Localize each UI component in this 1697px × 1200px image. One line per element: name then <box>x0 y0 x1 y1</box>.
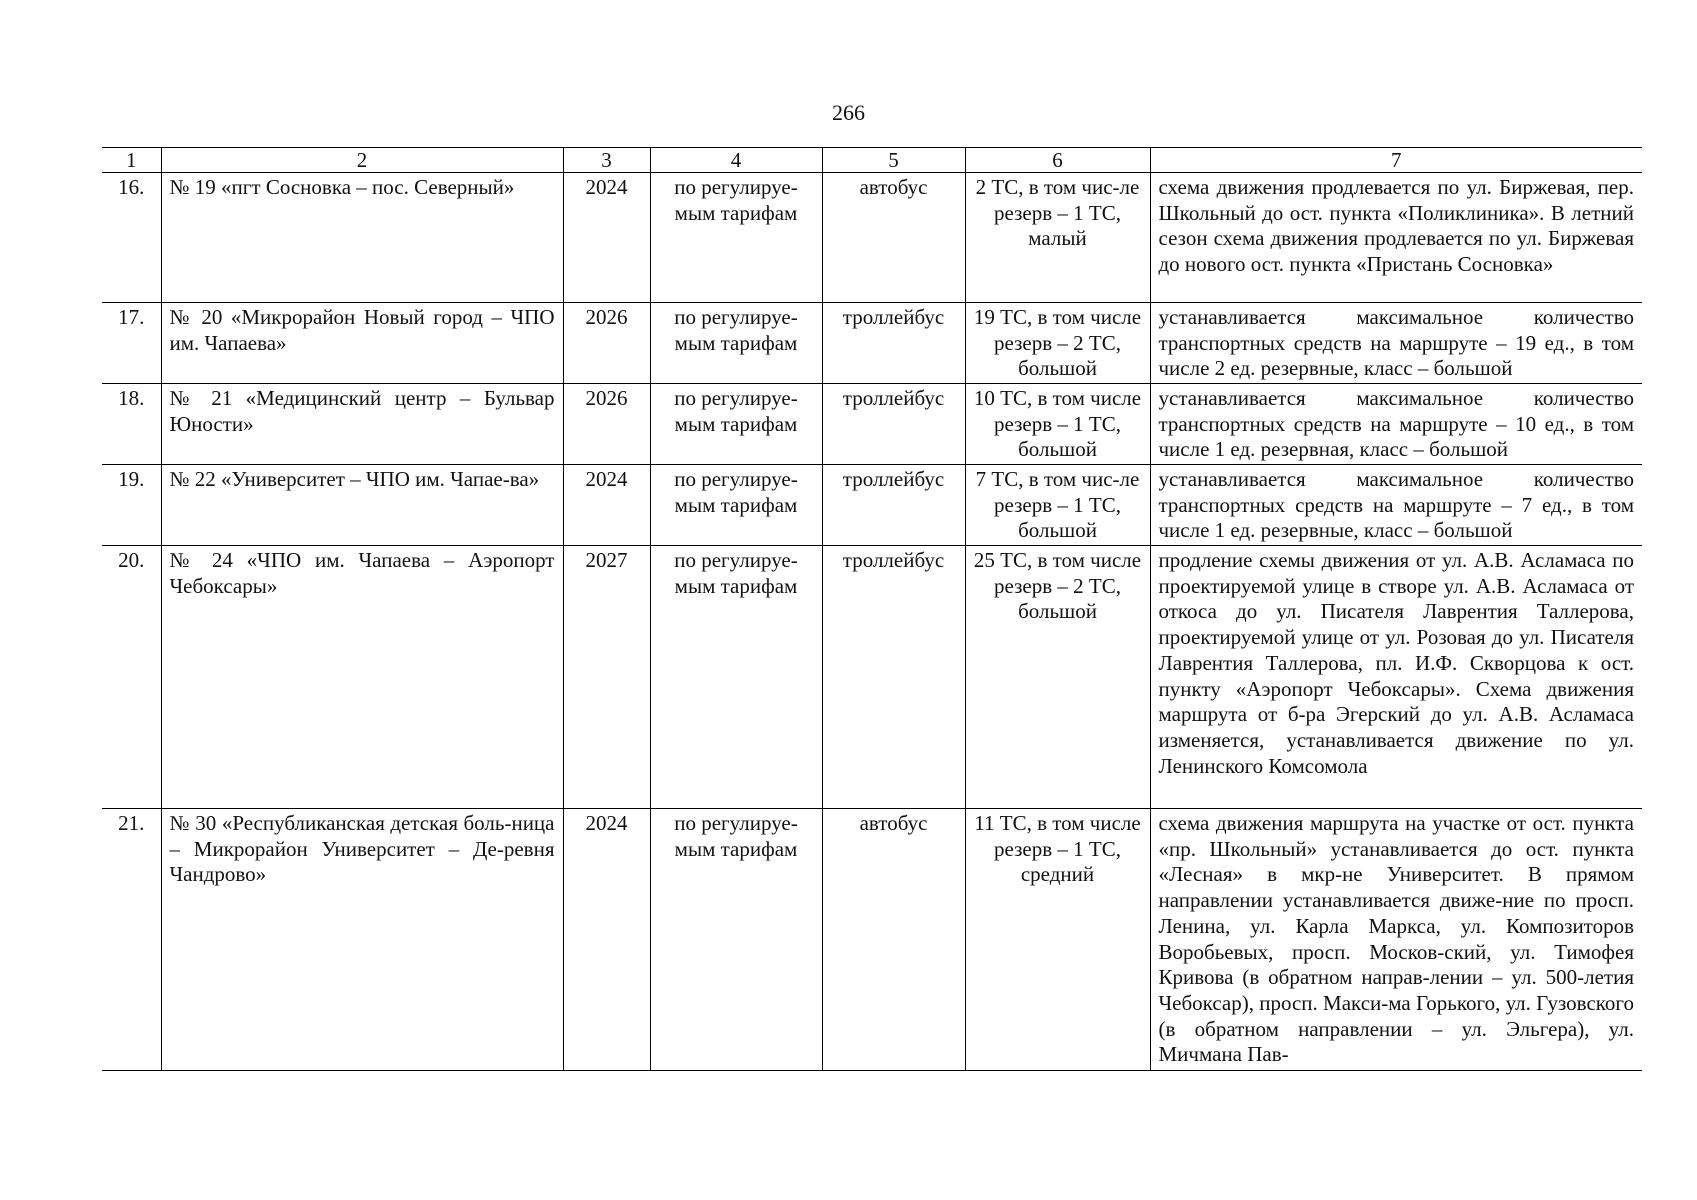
transport-type: автобус <box>822 173 965 303</box>
vehicle-count: 25 ТС, в том числе резерв – 2 ТС, большой <box>965 546 1150 809</box>
route-tariff: по регулируе-мым тарифам <box>650 465 822 546</box>
transport-type: троллейбус <box>822 465 965 546</box>
route-name: № 24 «ЧПО им. Чапаева – Аэропорт Чебоксары» <box>161 546 563 809</box>
route-name: № 30 «Республиканская детская боль-ница – Микрорайон Университет – Де-ревня Чандрово» <box>161 809 563 1071</box>
routes-table <box>102 147 1642 1071</box>
route-name: № 22 «Университет – ЧПО им. Чапае-ва» <box>161 465 563 546</box>
route-name: № 19 «пгт Сосновка – пос. Северный» <box>161 173 563 303</box>
route-description: схема движения продлевается по ул. Биржевая, пер. Школьный до ост. пункта «Поликлиника». В летний сезон схема движения продлевается по ул. Биржевая до нового ост. пункта «Пристань Сосновка» <box>1150 173 1642 303</box>
row-number: 21. <box>102 809 161 1071</box>
column-header: 3 <box>563 148 650 173</box>
row-number: 19. <box>102 465 161 546</box>
route-tariff: по регулируе-мым тарифам <box>650 384 822 465</box>
column-header: 1 <box>102 148 161 173</box>
route-description: устанавливается максимальное количество транспортных средств на маршруте – 10 ед., в том числе 1 ед. резервная, класс – большой <box>1150 384 1642 465</box>
page-number: 266 <box>832 100 865 125</box>
vehicle-count: 11 ТС, в том числе резерв – 1 ТС, средний <box>965 809 1150 1071</box>
vehicle-count: 7 ТС, в том чис-ле резерв – 1 ТС, большой <box>965 465 1150 546</box>
route-year: 2024 <box>563 809 650 1071</box>
vehicle-count: 10 ТС, в том числе резерв – 1 ТС, большой <box>965 384 1150 465</box>
transport-type: троллейбус <box>822 384 965 465</box>
table-row <box>102 303 1642 384</box>
route-description: схема движения маршрута на участке от ост. пункта «пр. Школьный» устанавливается до ост. пункта «Лесная» в мкр-не Университет. В прямом направлении устанавливается движе-ние по просп. Ленина, ул. Карла Маркса, ул. Композиторов Воробьевых, просп. Москов-ский, ул. Тимофея Кривова (в обратном направ-лении – ул. 500-летия Чебоксар), просп. Макси-ма Горького, ул. Гузовского (в обратном направлении – ул. Эльгера), ул. Мичмана Пав- <box>1150 809 1642 1071</box>
route-name: № 21 «Медицинский центр – Бульвар Юности» <box>161 384 563 465</box>
row-number: 18. <box>102 384 161 465</box>
route-description: устанавливается максимальное количество транспортных средств на маршруте – 19 ед., в том числе 2 ед. резервные, класс – большой <box>1150 303 1642 384</box>
transport-type: троллейбус <box>822 303 965 384</box>
row-number: 16. <box>102 173 161 303</box>
route-tariff: по регулируе-мым тарифам <box>650 173 822 303</box>
route-tariff: по регулируе-мым тарифам <box>650 809 822 1071</box>
route-year: 2024 <box>563 465 650 546</box>
column-header: 2 <box>161 148 563 173</box>
route-tariff: по регулируе-мым тарифам <box>650 303 822 384</box>
transport-type: троллейбус <box>822 546 965 809</box>
column-header: 6 <box>965 148 1150 173</box>
transport-type: автобус <box>822 809 965 1071</box>
route-year: 2027 <box>563 546 650 809</box>
vehicle-count: 2 ТС, в том чис-ле резерв – 1 ТС, малый <box>965 173 1150 303</box>
row-number: 17. <box>102 303 161 384</box>
route-year: 2024 <box>563 173 650 303</box>
column-number-row <box>102 148 1642 173</box>
route-description: устанавливается максимальное количество транспортных средств на маршруте – 7 ед., в том числе 1 ед. резервные, класс – большой <box>1150 465 1642 546</box>
route-tariff: по регулируе-мым тарифам <box>650 546 822 809</box>
table-row <box>102 465 1642 546</box>
column-header: 4 <box>650 148 822 173</box>
route-year: 2026 <box>563 384 650 465</box>
column-header: 5 <box>822 148 965 173</box>
table-row <box>102 809 1642 1071</box>
table-row <box>102 384 1642 465</box>
vehicle-count: 19 ТС, в том числе резерв – 2 ТС, большой <box>965 303 1150 384</box>
route-year: 2026 <box>563 303 650 384</box>
column-header: 7 <box>1150 148 1642 173</box>
table-row <box>102 173 1642 303</box>
table-row <box>102 546 1642 809</box>
route-description: продление схемы движения от ул. А.В. Асламаса по проектируемой улице в створе ул. А.В. Асламаса от откоса до ул. Писателя Лаврентия Таллерова, проектируемой улице от ул. Розовая до ул. Писателя Лаврентия Таллерова, пл. И.Ф. Скворцова к ост. пункту «Аэропорт Чебоксары». Схема движения маршрута от б-ра Эгерский до ул. А.В. Асламаса изменяется, устанавливается движение по ул. Ленинского Комсомола <box>1150 546 1642 809</box>
route-name: № 20 «Микрорайон Новый город – ЧПО им. Чапаева» <box>161 303 563 384</box>
row-number: 20. <box>102 546 161 809</box>
